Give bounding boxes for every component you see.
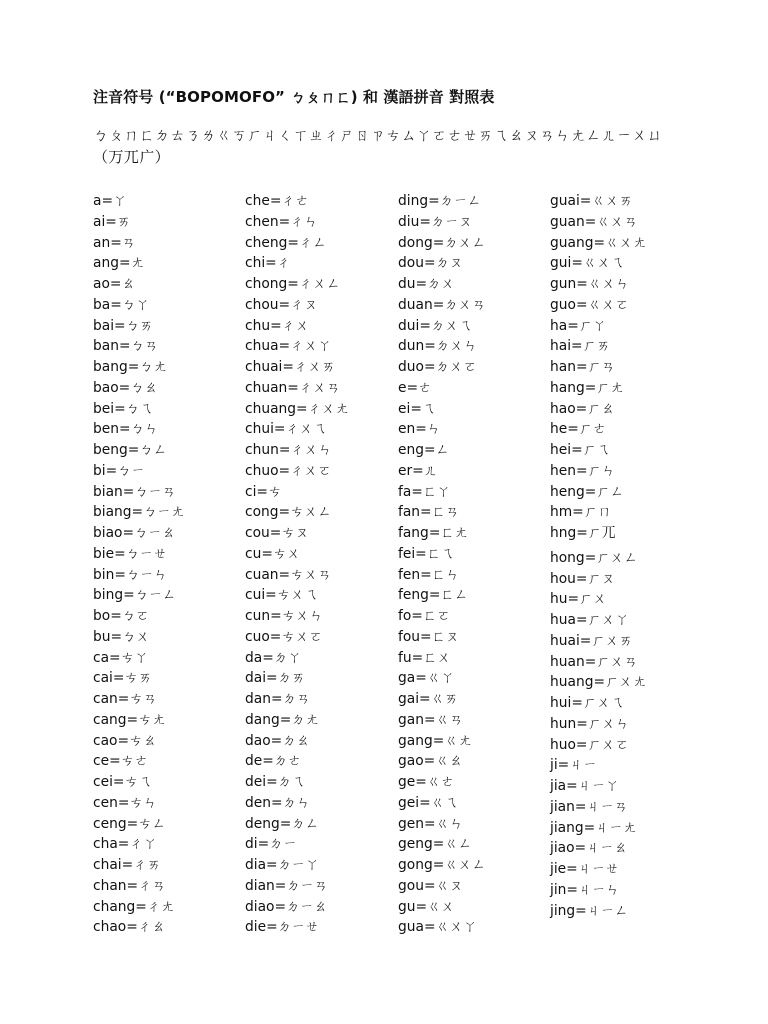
pinyin-entry: er=ㄦ xyxy=(398,462,438,479)
pinyin-entry: heng=ㄏㄥ xyxy=(550,483,624,500)
pinyin-entry: die=ㄉㄧㄝ xyxy=(245,919,320,936)
pinyin-entry: bai=ㄅㄞ xyxy=(93,317,154,334)
pinyin-entry: chai=ㄔㄞ xyxy=(93,857,161,873)
pinyin-entry: ge=ㄍㄜ xyxy=(398,774,455,790)
pinyin-entry: geng=ㄍㄥ xyxy=(398,836,472,853)
pinyin-entry: bei=ㄅㄟ xyxy=(93,400,154,417)
pinyin-entry: chou=ㄔㄡ xyxy=(245,296,318,313)
pinyin-entry: cao=ㄘㄠ xyxy=(93,732,157,749)
pinyin-entry: duo=ㄉㄨㄛ xyxy=(398,359,477,375)
pinyin-entry: chuo=ㄔㄨㄛ xyxy=(245,462,332,479)
pinyin-entry: ceng=ㄘㄥ xyxy=(93,815,166,832)
pinyin-entry: bu=ㄅㄨ xyxy=(93,628,150,645)
pinyin-entry: feng=ㄈㄥ xyxy=(398,587,469,604)
pinyin-entry: huang=ㄏㄨㄤ xyxy=(550,674,647,691)
pinyin-entry: hong=ㄏㄨㄥ xyxy=(550,549,638,566)
pinyin-entry: cen=ㄘㄣ xyxy=(93,794,157,811)
pinyin-entry: dei=ㄉㄟ xyxy=(245,774,306,790)
pinyin-entry: he=ㄏㄜ xyxy=(550,421,607,438)
pinyin-entry: cuo=ㄘㄨㄛ xyxy=(245,628,323,645)
pinyin-entry: ei=ㄟ xyxy=(398,400,436,417)
pinyin-entry: cheng=ㄔㄥ xyxy=(245,234,327,251)
pinyin-entry: ha=ㄏㄚ xyxy=(550,317,607,334)
pinyin-entry: hun=ㄏㄨㄣ xyxy=(550,715,630,732)
pinyin-entry: hei=ㄏㄟ xyxy=(550,442,611,458)
pinyin-entry: jian=ㄐㄧㄢ xyxy=(550,798,628,815)
page-title: 注音符号 (“BOPOMOFO” ㄅㄆㄇㄈ) 和 漢語拼音 對照表 xyxy=(93,88,495,106)
pinyin-entry: gei=ㄍㄟ xyxy=(398,794,459,811)
pinyin-entry: biang=ㄅㄧㄤ xyxy=(93,504,185,521)
pinyin-entry: bin=ㄅㄧㄣ xyxy=(93,566,168,583)
pinyin-entry: ao=ㄠ xyxy=(93,276,136,292)
pinyin-entry: de=ㄉㄜ xyxy=(245,753,302,770)
pinyin-entry: ji=ㄐㄧ xyxy=(550,757,597,774)
pinyin-entry: fa=ㄈㄚ xyxy=(398,483,451,500)
pinyin-entry: hang=ㄏㄤ xyxy=(550,379,624,396)
pinyin-entry: gao=ㄍㄠ xyxy=(398,753,463,770)
pinyin-entry: di=ㄉㄧ xyxy=(245,836,297,853)
pinyin-entry: deng=ㄉㄥ xyxy=(245,815,319,832)
pinyin-entry: a=ㄚ xyxy=(93,193,127,209)
pinyin-entry: chang=ㄔㄤ xyxy=(93,898,175,915)
pinyin-entry: ca=ㄘㄚ xyxy=(93,649,149,666)
pinyin-entry: jie=ㄐㄧㄝ xyxy=(550,861,620,877)
pinyin-entry: dian=ㄉㄧㄢ xyxy=(245,877,328,894)
pinyin-entry: diao=ㄉㄧㄠ xyxy=(245,898,328,915)
pinyin-entry: dui=ㄉㄨㄟ xyxy=(398,317,473,334)
pinyin-entry: chuan=ㄔㄨㄢ xyxy=(245,379,341,396)
pinyin-entry: dan=ㄉㄢ xyxy=(245,691,311,707)
pinyin-entry: hua=ㄏㄨㄚ xyxy=(550,612,629,628)
pinyin-entry: ga=ㄍㄚ xyxy=(398,670,455,687)
pinyin-entry: bo=ㄅㄛ xyxy=(93,608,150,624)
pinyin-entry: ang=ㄤ xyxy=(93,255,145,272)
pinyin-entry: chui=ㄔㄨㄟ xyxy=(245,421,327,438)
pinyin-entry: fen=ㄈㄣ xyxy=(398,566,460,583)
pinyin-entry: han=ㄏㄢ xyxy=(550,359,616,375)
pinyin-entry: eng=ㄥ xyxy=(398,442,450,458)
pinyin-entry: fu=ㄈㄨ xyxy=(398,649,451,666)
pinyin-entry: dong=ㄉㄨㄥ xyxy=(398,234,486,251)
pinyin-entry: ci=ㄘ xyxy=(245,483,282,500)
pinyin-entry: jin=ㄐㄧㄣ xyxy=(550,881,620,898)
bopomofo-extra-symbols: （ㄪㄫㄬ） xyxy=(93,148,171,166)
pinyin-entry: gu=ㄍㄨ xyxy=(398,898,455,915)
pinyin-entry: hou=ㄏㄡ xyxy=(550,570,616,587)
pinyin-entry: gen=ㄍㄣ xyxy=(398,815,464,832)
pinyin-entry: du=ㄉㄨ xyxy=(398,276,455,292)
pinyin-entry: hai=ㄏㄞ xyxy=(550,338,611,355)
pinyin-entry: huo=ㄏㄨㄛ xyxy=(550,736,629,753)
pinyin-entry: dai=ㄉㄞ xyxy=(245,670,306,687)
pinyin-entry: gai=ㄍㄞ xyxy=(398,691,459,707)
pinyin-entry: jiang=ㄐㄧㄤ xyxy=(550,819,637,836)
pinyin-entry: fei=ㄈㄟ xyxy=(398,545,455,562)
pinyin-entry: cou=ㄘㄡ xyxy=(245,525,309,541)
table-column-2 xyxy=(245,191,349,938)
pinyin-entry: cun=ㄘㄨㄣ xyxy=(245,608,324,624)
pinyin-entry: bian=ㄅㄧㄢ xyxy=(93,483,176,500)
pinyin-entry: beng=ㄅㄥ xyxy=(93,442,167,458)
pinyin-entry: gang=ㄍㄤ xyxy=(398,732,472,749)
pinyin-entry: can=ㄘㄢ xyxy=(93,691,157,707)
pinyin-entry: dou=ㄉㄡ xyxy=(398,255,464,272)
pinyin-entry: gun=ㄍㄨㄣ xyxy=(550,276,630,292)
table-column-1 xyxy=(93,191,185,938)
pinyin-entry: e=ㄜ xyxy=(398,379,432,396)
pinyin-entry: huai=ㄏㄨㄞ xyxy=(550,632,633,649)
pinyin-entry: hen=ㄏㄣ xyxy=(550,462,616,479)
pinyin-entry: ban=ㄅㄢ xyxy=(93,338,159,355)
pinyin-entry: hui=ㄏㄨㄟ xyxy=(550,695,625,711)
pinyin-entry: chun=ㄔㄨㄣ xyxy=(245,442,332,458)
pinyin-entry: biao=ㄅㄧㄠ xyxy=(93,525,176,541)
pinyin-entry: duan=ㄉㄨㄢ xyxy=(398,296,486,313)
pinyin-entry: fang=ㄈㄤ xyxy=(398,525,468,541)
pinyin-entry: an=ㄢ xyxy=(93,234,136,251)
pinyin-entry: hu=ㄏㄨ xyxy=(550,591,607,608)
pinyin-entry: jia=ㄐㄧㄚ xyxy=(550,778,620,794)
pinyin-entry: dia=ㄉㄧㄚ xyxy=(245,857,319,873)
bopomofo-symbol-list xyxy=(93,124,693,168)
table-column-4 xyxy=(550,191,646,921)
pinyin-entry: gong=ㄍㄨㄥ xyxy=(398,857,486,873)
pinyin-entry: jiao=ㄐㄧㄠ xyxy=(550,840,628,857)
pinyin-entry: diu=ㄉㄧㄡ xyxy=(398,213,473,230)
pinyin-entry: ce=ㄘㄜ xyxy=(93,753,149,770)
pinyin-entry: cha=ㄔㄚ xyxy=(93,836,157,853)
pinyin-entry: guai=ㄍㄨㄞ xyxy=(550,193,633,209)
pinyin-entry: gua=ㄍㄨㄚ xyxy=(398,919,477,936)
pinyin-entry: cei=ㄘㄟ xyxy=(93,774,153,790)
pinyin-entry: chu=ㄔㄨ xyxy=(245,317,310,334)
pinyin-entry: bing=ㄅㄧㄥ xyxy=(93,587,177,604)
bopomofo-symbols: ㄅㄆㄇㄈㄉㄊㄋㄌㄍㄎㄏㄐㄑㄒㄓㄔㄕㄖㄗㄘㄙㄚㄛㄜㄝㄞㄟㄠㄡㄢㄣㄤㄥㄦㄧㄨㄩ xyxy=(93,126,663,144)
pinyin-entry: chen=ㄔㄣ xyxy=(245,213,318,230)
pinyin-entry: cang=ㄘㄤ xyxy=(93,711,166,728)
pinyin-entry: guan=ㄍㄨㄢ xyxy=(550,213,638,230)
pinyin-entry: ba=ㄅㄚ xyxy=(93,296,150,313)
pinyin-entry: guang=ㄍㄨㄤ xyxy=(550,234,647,251)
pinyin-entry: chua=ㄔㄨㄚ xyxy=(245,338,332,355)
pinyin-entry: dao=ㄉㄠ xyxy=(245,732,310,749)
pinyin-entry: en=ㄣ xyxy=(398,421,441,438)
pinyin-entry: hng=ㄏㄫ xyxy=(550,525,616,541)
pinyin-entry: hm=ㄏㄇ xyxy=(550,504,612,521)
pinyin-entry: dun=ㄉㄨㄣ xyxy=(398,338,478,355)
pinyin-entry: ai=ㄞ xyxy=(93,213,131,230)
pinyin-entry: hao=ㄏㄠ xyxy=(550,400,615,417)
pinyin-entry: chan=ㄔㄢ xyxy=(93,877,166,894)
pinyin-entry: gou=ㄍㄡ xyxy=(398,877,464,894)
pinyin-entry: cuan=ㄘㄨㄢ xyxy=(245,566,332,583)
pinyin-entry: chuang=ㄔㄨㄤ xyxy=(245,400,349,417)
pinyin-entry: da=ㄉㄚ xyxy=(245,649,302,666)
pinyin-entry: den=ㄉㄣ xyxy=(245,794,311,811)
pinyin-entry: gui=ㄍㄨㄟ xyxy=(550,255,625,272)
pinyin-entry: ben=ㄅㄣ xyxy=(93,421,159,438)
pinyin-entry: cui=ㄘㄨㄟ xyxy=(245,587,319,604)
pinyin-entry: chong=ㄔㄨㄥ xyxy=(245,276,341,292)
pinyin-entry: dang=ㄉㄤ xyxy=(245,711,319,728)
pinyin-entry: bao=ㄅㄠ xyxy=(93,379,158,396)
pinyin-entry: fan=ㄈㄢ xyxy=(398,504,460,521)
pinyin-entry: fo=ㄈㄛ xyxy=(398,608,451,624)
pinyin-entry: bie=ㄅㄧㄝ xyxy=(93,545,168,562)
pinyin-entry: cu=ㄘㄨ xyxy=(245,545,301,562)
pinyin-entry: guo=ㄍㄨㄛ xyxy=(550,296,629,313)
pinyin-entry: bi=ㄅㄧ xyxy=(93,462,145,479)
pinyin-entry: chi=ㄔ xyxy=(245,255,291,272)
pinyin-entry: jing=ㄐㄧㄥ xyxy=(550,902,629,919)
pinyin-entry: cai=ㄘㄞ xyxy=(93,670,153,687)
pinyin-entry: chuai=ㄔㄨㄞ xyxy=(245,359,336,375)
pinyin-entry: cong=ㄘㄨㄥ xyxy=(245,504,332,521)
pinyin-entry: bang=ㄅㄤ xyxy=(93,359,167,375)
pinyin-entry: gan=ㄍㄢ xyxy=(398,711,464,728)
pinyin-entry: ding=ㄉㄧㄥ xyxy=(398,193,482,209)
pinyin-entry: che=ㄔㄜ xyxy=(245,193,309,209)
pinyin-entry: fou=ㄈㄡ xyxy=(398,628,460,645)
pinyin-entry: huan=ㄏㄨㄢ xyxy=(550,653,638,670)
pinyin-entry: chao=ㄔㄠ xyxy=(93,919,166,936)
table-column-3 xyxy=(398,191,486,938)
